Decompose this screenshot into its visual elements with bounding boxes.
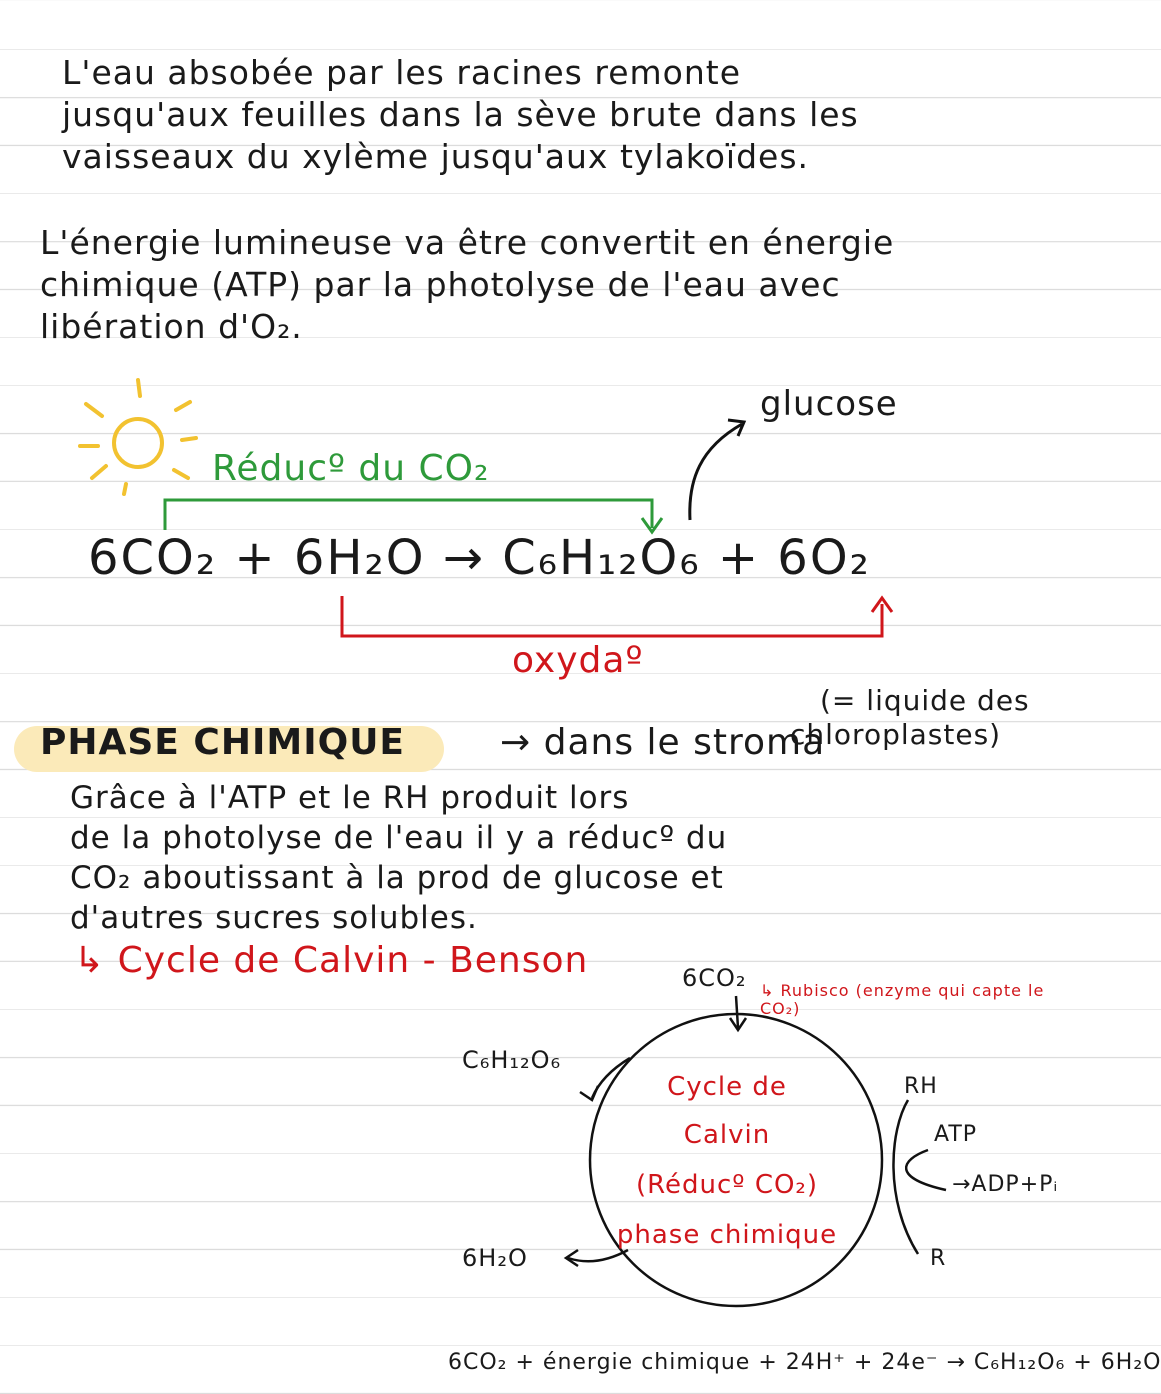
circle-line: Cycle de xyxy=(667,1072,787,1102)
adp-label: →ADP+Pᵢ xyxy=(952,1172,1059,1197)
r-label: R xyxy=(930,1246,947,1271)
oxydation-label: oxydaº xyxy=(512,640,644,681)
glucose-output-label: C₆H₁₂O₆ xyxy=(462,1046,562,1074)
calvin-equation: 6CO₂ + énergie chimique + 24H⁺ + 24e⁻ → C₆H₁₂O₆ + 6H₂O xyxy=(448,1350,1161,1375)
text-line: CO₂ aboutissant à la prod de glucose et xyxy=(70,860,724,896)
calvin-cycle-diagram xyxy=(566,996,946,1306)
photosynthesis-equation: 6CO₂ + 6H₂O → C₆H₁₂O₆ + 6O₂ xyxy=(88,530,871,586)
glucose-label: glucose xyxy=(760,384,898,424)
circle-line: (Réducº CO₂) xyxy=(635,1170,818,1200)
stroma-note xyxy=(790,684,1030,752)
oxydation-bracket xyxy=(342,596,892,636)
text-line: d'autres sucres solubles. xyxy=(70,900,478,936)
note-line: chloroplastes) xyxy=(790,718,1002,751)
phase-lead: → dans le stroma xyxy=(500,722,826,763)
text-line: vaisseaux du xylème jusqu'aux tylakoïdes. xyxy=(62,137,810,176)
text-line: libération d'O₂. xyxy=(40,307,303,346)
rubisco-note: ↳ Rubisco (enzyme qui capte le CO₂) xyxy=(760,981,1045,1018)
water-output-label: 6H₂O xyxy=(462,1244,528,1272)
sun-icon xyxy=(80,380,196,494)
text-line: L'énergie lumineuse va être convertit en énergie xyxy=(40,223,895,262)
note-line: (= liquide des xyxy=(820,684,1030,717)
text-line: chimique (ATP) par la photolyse de l'eau avec xyxy=(40,265,841,304)
reduction-label: Réducº du CO₂ xyxy=(212,448,490,489)
text-line: jusqu'aux feuilles dans la sève brute dans les xyxy=(62,95,859,134)
cycle-name: ↳ Cycle de Calvin - Benson xyxy=(74,940,589,981)
co2-input-label: 6CO₂ xyxy=(682,964,747,992)
atp-label: ATP xyxy=(934,1122,978,1147)
circle-line: Calvin xyxy=(683,1120,771,1150)
text-line: L'eau absobée par les racines remonte xyxy=(62,53,742,92)
text-line: de la photolyse de l'eau il y a réducº du xyxy=(70,820,728,856)
rh-label: RH xyxy=(904,1074,938,1099)
reduction-bracket xyxy=(165,500,662,532)
glucose-arrow xyxy=(690,420,744,520)
text-line: Grâce à l'ATP et le RH produit lors xyxy=(70,780,630,816)
phase-title: PHASE CHIMIQUE xyxy=(40,722,406,763)
phase-text xyxy=(70,778,727,938)
circle-line: phase chimique xyxy=(616,1220,838,1250)
